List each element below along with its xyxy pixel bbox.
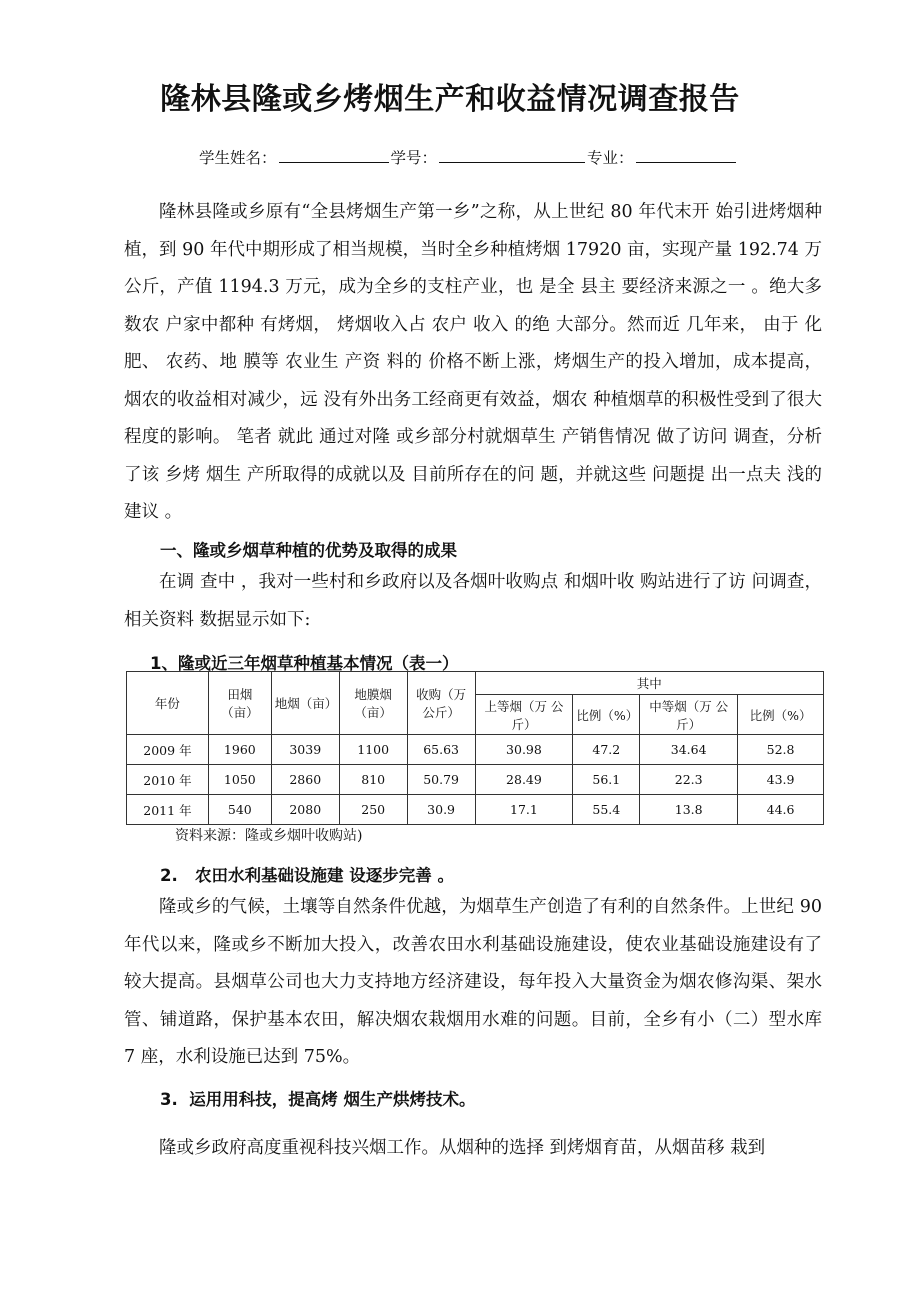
cell-upper: 28.49 xyxy=(475,765,573,795)
cell-purchase: 30.9 xyxy=(407,795,475,825)
header-upper-ratio: 比例（%） xyxy=(573,695,640,735)
section2-heading: 2. 农田水利基础设施建 设逐步完善 。 xyxy=(160,866,454,885)
header-middle-ratio: 比例（%） xyxy=(738,695,824,735)
cell-upper-ratio: 55.4 xyxy=(573,795,640,825)
cell-paddy: 540 xyxy=(208,795,271,825)
header-paddy-tobacco: 田烟（亩） xyxy=(208,672,271,735)
cell-paddy: 1050 xyxy=(208,765,271,795)
cell-middle: 13.8 xyxy=(640,795,738,825)
cell-middle: 22.3 xyxy=(640,765,738,795)
section3-heading: 3. 运用用科技，提高烤 烟生产烘烤技术。 xyxy=(160,1090,476,1109)
section1-heading: 一、隆或乡烟草种植的优势及取得的成果 xyxy=(160,541,457,560)
section2-paragraph: 隆或乡的气候，土壤等自然条件优越，为烟草生产创造了有利的自然条件。上世纪 90 年代以来，隆或乡不断加大投入，改善农田水利基础设施建设，使农业基础设施建设有了较大提高。县烟草公司也大力支持地方经济建设，每年投入大量资金为烟农修沟渠、架水管、铺道路，保护基本农田，解决烟农栽烟用水难的问题。目前，全乡有小（二）型水库 7 座，水利设施已达到 75%。 xyxy=(124,897,822,1067)
header-purchase: 收购（万公斤） xyxy=(407,672,475,735)
header-upper-grade: 上等烟（万 公斤） xyxy=(475,695,573,735)
cell-middle-ratio: 43.9 xyxy=(738,765,824,795)
planting-table xyxy=(126,671,824,825)
cell-purchase: 65.63 xyxy=(407,735,475,765)
student-id-label: 学号： xyxy=(390,149,438,167)
student-info-line xyxy=(199,146,738,168)
cell-film: 1100 xyxy=(339,735,407,765)
header-year: 年份 xyxy=(127,672,209,735)
cell-film: 250 xyxy=(339,795,407,825)
cell-year: 2010 年 xyxy=(127,765,209,795)
student-name-label: 学生姓名： xyxy=(199,149,277,167)
cell-year: 2009 年 xyxy=(127,735,209,765)
header-dry-tobacco: 地烟（亩） xyxy=(271,672,339,735)
cell-dry: 2860 xyxy=(271,765,339,795)
table-row xyxy=(127,795,824,825)
header-group: 其中 xyxy=(475,672,823,695)
cell-dry: 3039 xyxy=(271,735,339,765)
cell-paddy: 1960 xyxy=(208,735,271,765)
cell-upper: 17.1 xyxy=(475,795,573,825)
cell-upper-ratio: 56.1 xyxy=(573,765,640,795)
cell-upper: 30.98 xyxy=(475,735,573,765)
student-name-blank xyxy=(279,146,389,163)
student-major-label: 专业： xyxy=(587,149,634,167)
table-source-note: 资料来源：隆或乡烟叶收购站) xyxy=(175,828,363,844)
intro-paragraph: 隆林县隆或乡原有“全县烤烟生产第一乡”之称，从上世纪 80 年代末开 始引进烤烟种植，到 90 年代中期形成了相当规模，当时全乡种植烤烟 17920 亩，实现产量 192.74 万公斤，产值 1194.3 万元，成为全乡的支柱产业，也 是全 县主 要经济来源之一 。绝大多数农 户家中都种 有烤烟， 烤烟收入占 农户 收入 的绝 大部分。然而近 几年来， 由于 化肥、 农药、地 膜等 农业生 产资 料的 价格不断上涨，烤烟生产的投入增加，成本提高， 烟农的收益相对减少，远 没有外出务工经商更有效益，烟农 种植烟草的积极性受到了很大程度的影响。 笔者 就此 通过对隆 或乡部分村就烟草生 产销售情况 做了访问 调查，分析了该 乡烤 烟生 产所取得的成就以及 目前所存在的问 题，并就这些 问题提 出一点夫 浅的 建议 。 xyxy=(124,202,822,522)
cell-dry: 2080 xyxy=(271,795,339,825)
cell-year: 2011 年 xyxy=(127,795,209,825)
student-major-blank xyxy=(636,146,736,163)
table-row xyxy=(127,765,824,795)
section3-paragraph: 隆或乡政府高度重视科技兴烟工作。从烟种的选择 到烤烟育苗，从烟苗移 栽到 xyxy=(159,1138,766,1158)
table-row xyxy=(127,735,824,765)
student-id-blank xyxy=(439,146,585,163)
cell-purchase: 50.79 xyxy=(407,765,475,795)
header-middle-grade: 中等烟（万 公斤） xyxy=(640,695,738,735)
cell-film: 810 xyxy=(339,765,407,795)
cell-middle-ratio: 52.8 xyxy=(738,735,824,765)
document-title: 隆林县隆或乡烤烟生产和收益情况调查报告 xyxy=(160,82,740,117)
table-caption: 1、隆或近三年烟草种植基本情况（表一） xyxy=(150,654,459,673)
header-film-tobacco: 地膜烟（亩） xyxy=(339,672,407,735)
cell-middle-ratio: 44.6 xyxy=(738,795,824,825)
section1-paragraph: 在调 查中 ，我对一些村和乡政府以及各烟叶收购点 和烟叶收 购站进行了访 问调查，相关资料 数据显示如下: xyxy=(124,572,822,630)
cell-upper-ratio: 47.2 xyxy=(573,735,640,765)
cell-middle: 34.64 xyxy=(640,735,738,765)
